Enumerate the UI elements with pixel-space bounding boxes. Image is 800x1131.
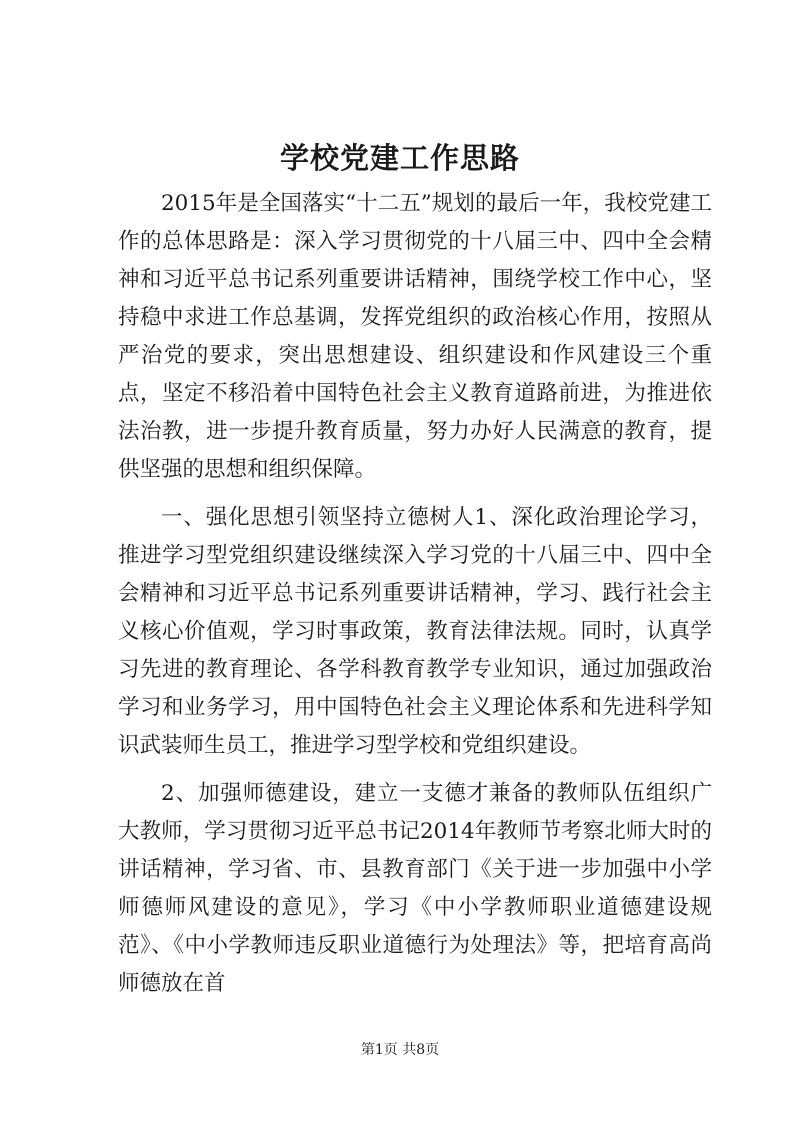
paragraph-section-two: 2、加强师德建设，建立一支德才兼备的教师队伍组织广大教师，学习贯彻习近平总书记2014年教师节考察北师大时的讲话精神，学习省、市、县教育部门《关于进一步加强中小学师德师风建设的意见》，学习《中小学教师职业道德建设规范》、《中小学教师违反职业道德行为处理法》等，把培育高尚师德放在首 <box>118 781 712 996</box>
document-body <box>118 185 712 1013</box>
page-number-footer: 第1页 共8页 <box>360 1042 440 1058</box>
paragraph-section-one: 一、强化思想引领坚持立德树人1、深化政治理论学习，推进学习型党组织建设继续深入学习党的十八届三中、四中全会精神和习近平总书记系列重要讲话精神，学习、践行社会主义核心价值观，学习时事政策，教育法律法规。同时，认真学习先进的教育理论、各学科教育教学专业知识，通过加强政治学习和业务学习，用中国特色社会主义理论体系和先进科学知识武装师生员工，推进学习型学校和党组织建设。 <box>118 505 712 758</box>
paragraph-overview: 2015年是全国落实“十二五”规划的最后一年，我校党建工作的总体思路是：深入学习贯彻党的十八届三中、四中全会精神和习近平总书记系列重要讲话精神，围绕学校工作中心，坚持稳中求进工作总基调，发挥党组织的政治核心作用，按照从严治党的要求，突出思想建设、组织建设和作风建设三个重点，坚定不移沿着中国特色社会主义教育道路前进，为推进依法治教，进一步提升教育质量，努力办好人民满意的教育，提供坚强的思想和组织保障。 <box>118 191 712 482</box>
document-title: 学校党建工作思路 <box>279 141 520 175</box>
